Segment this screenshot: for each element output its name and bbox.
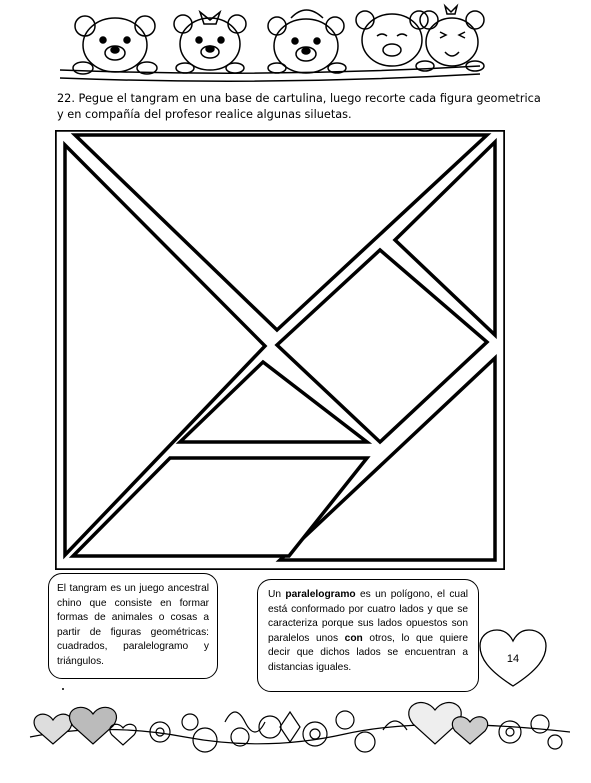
parallelogram-definition-box [257, 579, 479, 692]
instruction-text: 22. Pegue el tangram en una base de cartulina, luego recorte cada figura geometrica y en compañía del profesor realice algunas siluetas. [57, 92, 541, 121]
page-number: 14 [506, 653, 520, 665]
teddy-bears-illustration [55, 0, 485, 92]
definition-text-part: otros, lo que quiere decir que dichos lados se encuentran a distancias iguales. [268, 632, 468, 673]
tangram-figure [55, 130, 505, 570]
definition-text-part: Un [268, 589, 286, 600]
stray-mark [62, 688, 64, 690]
definition-term: paralelogramo [285, 589, 356, 600]
hearts-and-flowers-border [25, 692, 570, 772]
definition-bold-word: con [344, 632, 363, 644]
tangram-definition-box [48, 573, 218, 679]
definition-text-part: es un polígono, el cual está conformado por cuatro lados y que se caracteriza porque sus lados opuestos son paralelos unos [268, 589, 469, 644]
tangram-definition-text: El tangram es un juego ancestral chino que consiste en formar formas de animales o cosas a partir de figuras geométricas: cuadrados, paralelogramo y triángulos. [57, 583, 209, 667]
